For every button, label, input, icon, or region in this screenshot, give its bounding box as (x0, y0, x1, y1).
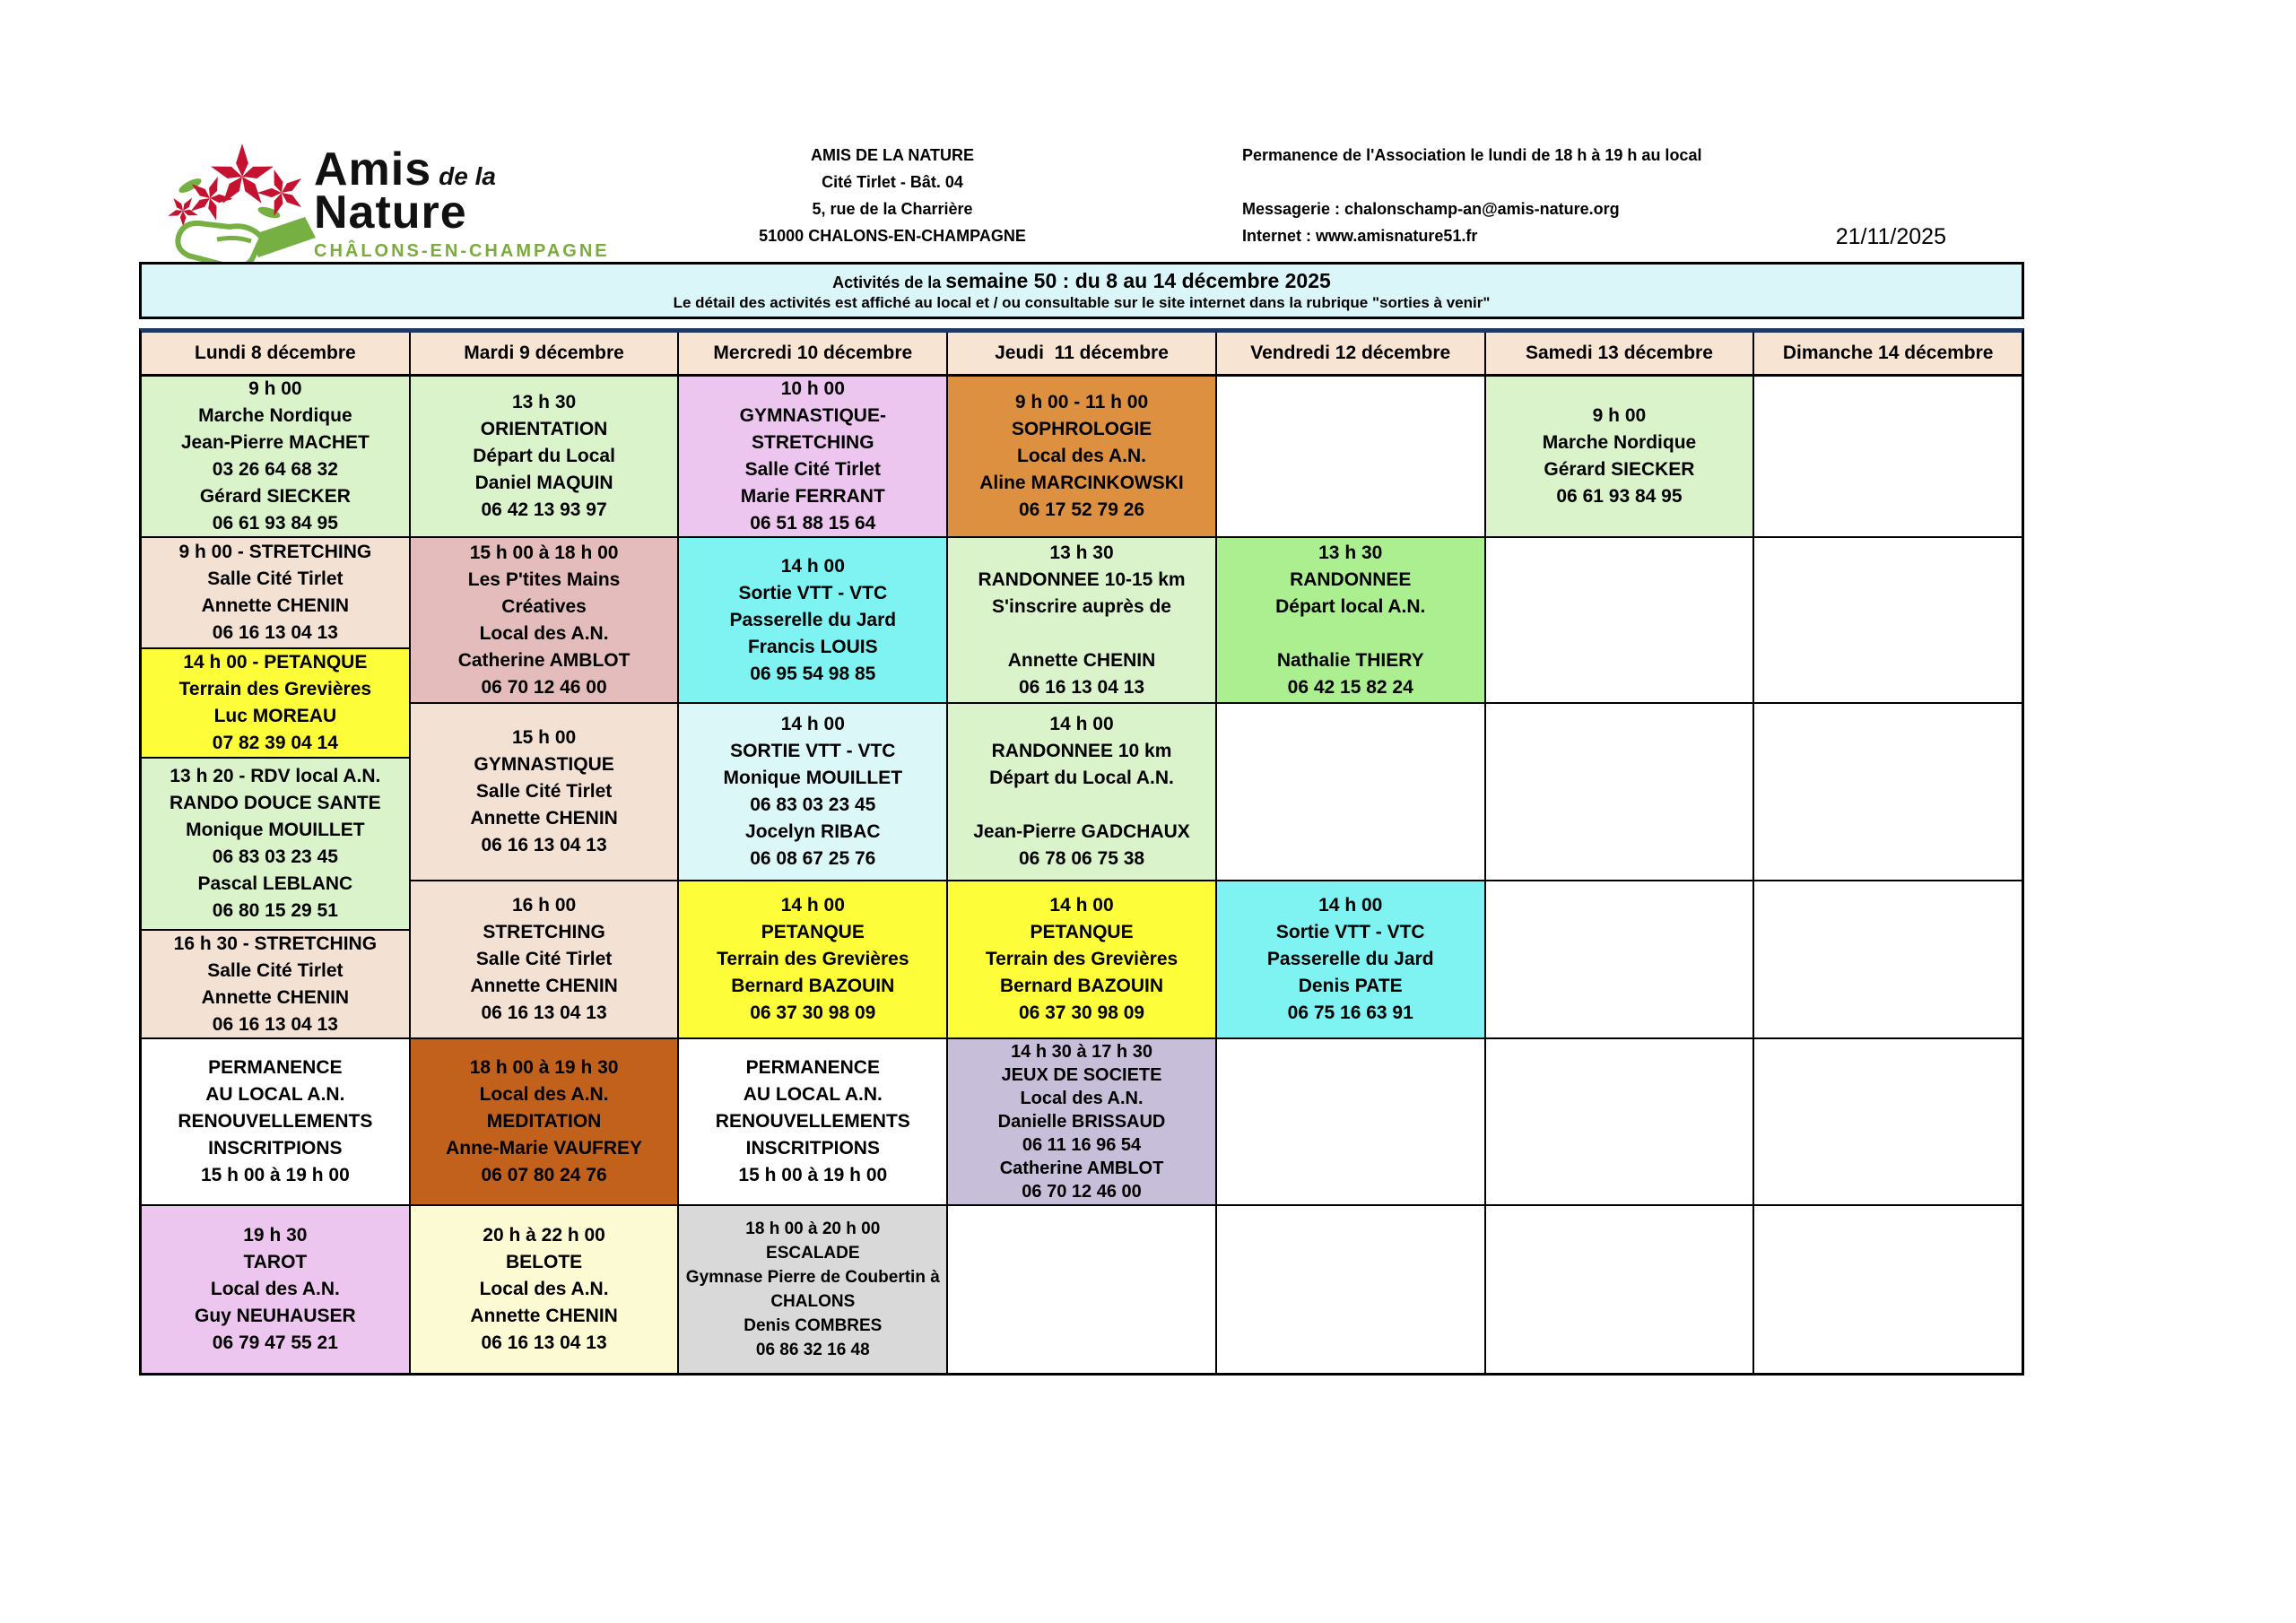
cell-empty (1217, 1206, 1484, 1373)
activity-text: 14 h 00 SORTIE VTT - VTC Monique MOUILLET 06 83 03 23 45 Jocelyn RIBAC 06 08 67 25 76 (723, 714, 903, 869)
day-column-7 (1754, 377, 2022, 1373)
cell-empty (1217, 704, 1484, 881)
text-line: Cité Tirlet - Bât. 04 (822, 173, 963, 191)
day-column-5 (1217, 377, 1486, 1373)
cell-randonnee-10-15km (948, 538, 1215, 704)
activity-text: 14 h 00 Sortie VTT - VTC Passerelle du Jard Denis PATE 06 75 16 63 91 (1266, 895, 1434, 1023)
activity-text: PERMANENCE AU LOCAL A.N. RENOUVELLEMENTS INSCRITPIONS 15 h 00 à 19 h 00 (178, 1057, 373, 1185)
cell-belote (411, 1206, 678, 1373)
logo-word-amis: Amis (314, 143, 432, 195)
day-header-4: Jeudi 11 décembre (948, 333, 1217, 374)
cell-empty (1754, 1206, 2022, 1373)
calendar-body (142, 377, 2022, 1373)
cell-empty (1754, 1039, 2022, 1206)
activity-text: 14 h 00 PETANQUE Terrain des Grevières Bernard BAZOUIN 06 37 30 98 09 (717, 895, 909, 1023)
cell-petanque-jeudi (948, 881, 1215, 1039)
cell-empty (1486, 538, 1753, 704)
activity-text: 13 h 30 RANDONNEE Départ local A.N. Nathalie THIERY 06 42 15 82 24 (1275, 542, 1426, 698)
cell-ptites-mains-creatives (411, 538, 678, 704)
document-date: 21/11/2025 (1835, 224, 1946, 249)
calendar-table (139, 328, 2024, 1376)
cell-tarot (142, 1206, 409, 1373)
day-header-5: Vendredi 12 décembre (1217, 333, 1486, 374)
cell-jeux-de-societe (948, 1039, 1215, 1206)
activity-text: 14 h 00 RANDONNEE 10 km Départ du Local A.N. Jean-Pierre GADCHAUX 06 78 06 75 38 (973, 714, 1190, 869)
text-line: AMIS DE LA NATURE (811, 146, 974, 164)
day-column-4 (948, 377, 1217, 1373)
activity-text: 9 h 00 - 11 h 00 SOPHROLOGIE Local des A.N. Aline MARCINKOWSKI 06 17 52 79 26 (979, 392, 1184, 520)
flowers-handshake-icon (163, 130, 320, 273)
text-line: 51000 CHALONS-EN-CHAMPAGNE (759, 227, 1026, 245)
week-banner (139, 262, 2024, 319)
activity-text: 14 h 30 à 17 h 30 JEUX DE SOCIETE Local des A.N. Danielle BRISSAUD 06 11 16 96 54 Catherine AMBLOT 06 70 12 46 00 (997, 1042, 1166, 1202)
activity-text: 20 h à 22 h 00 BELOTE Local des A.N. Annette CHENIN 06 16 13 04 13 (470, 1225, 618, 1353)
cell-randonnee-vendredi (1217, 538, 1484, 704)
activity-text: 13 h 30 RANDONNEE 10-15 km S'inscrire auprès de Annette CHENIN 06 16 13 04 13 (978, 542, 1186, 698)
cell-stretching-16h (411, 881, 678, 1039)
activity-text: 15 h 00 GYMNASTIQUE Salle Cité Tirlet Annette CHENIN 06 16 13 04 13 (470, 727, 618, 855)
logo-subtitle: CHÂLONS-EN-CHAMPAGNE (314, 241, 610, 261)
calendar-header-row (142, 333, 2022, 377)
text-line (1242, 169, 1924, 195)
cell-empty (1754, 704, 2022, 881)
activity-text: 14 h 00 - PETANQUE Terrain des Grevières Luc MOREAU 07 82 39 04 14 (178, 652, 372, 753)
cell-sortie-vtt-vendredi (1217, 881, 1484, 1039)
cell-petanque-lundi (142, 649, 409, 759)
cell-sophrologie (948, 377, 1215, 538)
cell-empty (1486, 1039, 1753, 1206)
day-header-3: Mercredi 10 décembre (679, 333, 948, 374)
activity-text: 18 h 00 à 20 h 00 ESCALADE Gymnase Pierre de Coubertin à CHALONS Denis COMBRES 06 86 32 16 48 (685, 1219, 940, 1359)
activity-text: 18 h 00 à 19 h 30 Local des A.N. MEDITATION Anne-Marie VAUFREY 06 07 80 24 76 (446, 1057, 643, 1185)
cell-marche-nordique-samedi (1486, 377, 1753, 538)
activity-text: 16 h 30 - STRETCHING Salle Cité Tirlet Annette CHENIN 06 16 13 04 13 (173, 933, 378, 1035)
association-logo (163, 130, 610, 273)
cell-randonnee-10km (948, 704, 1215, 881)
cell-empty (1486, 1206, 1753, 1373)
text-line: Internet : www.amisnature51.fr (1242, 227, 1478, 245)
text-line: Messagerie : chalonschamp-an@amis-nature.org (1242, 200, 1620, 218)
activity-text: 9 h 00 Marche Nordique Gérard SIECKER 06 61 93 84 95 (1542, 405, 1697, 507)
day-header-7: Dimanche 14 décembre (1782, 343, 1994, 363)
cell-marche-nordique-lundi (142, 377, 409, 538)
cell-empty (1486, 881, 1753, 1039)
cell-sortie-vtt-mercredi-1 (679, 538, 946, 704)
activity-text: 10 h 00 GYMNASTIQUE-STRETCHING Salle Cité Tirlet Marie FERRANT 06 51 88 15 64 (739, 378, 886, 534)
day-column-6 (1486, 377, 1755, 1373)
cell-escalade (679, 1206, 946, 1373)
cell-stretching-9h (142, 538, 409, 649)
activity-text: 19 h 30 TAROT Local des A.N. Guy NEUHAUSER 06 79 47 55 21 (195, 1225, 356, 1353)
logo-word-nature: Nature (314, 187, 467, 239)
cell-empty (1486, 704, 1753, 881)
activity-text: 9 h 00 - STRETCHING Salle Cité Tirlet Annette CHENIN 06 16 13 04 13 (178, 542, 372, 643)
cell-permanence-lundi (142, 1039, 409, 1206)
cell-permanence-mercredi (679, 1039, 946, 1206)
day-column-3 (679, 377, 948, 1373)
cell-empty (1754, 377, 2022, 538)
activity-text: 14 h 00 PETANQUE Terrain des Grevières Bernard BAZOUIN 06 37 30 98 09 (985, 895, 1178, 1023)
activity-text: 15 h 00 à 18 h 00 Les P'tites Mains Créatives Local des A.N. Catherine AMBLOT 06 70 12 46 00 (457, 542, 631, 698)
cell-sortie-vtt-mercredi-2 (679, 704, 946, 881)
text-line: Permanence de l'Association le lundi de 18 h à 19 h au local (1242, 146, 1702, 164)
text-line: 5, rue de la Charrière (812, 200, 973, 218)
cell-petanque-mercredi (679, 881, 946, 1039)
cell-gymnastique-stretching (679, 377, 946, 538)
day-column-1 (142, 377, 411, 1373)
cell-empty (1754, 881, 2022, 1039)
activity-text: 13 h 20 - RDV local A.N. RANDO DOUCE SANTE Monique MOUILLET 06 83 03 23 45 Pascal LEBLANC 06 80 15 29 51 (170, 766, 381, 921)
day-header-2: Mardi 9 décembre (411, 333, 680, 374)
cell-empty (1754, 538, 2022, 704)
cell-orientation (411, 377, 678, 538)
cell-empty (948, 1206, 1215, 1373)
week-banner-title: Activités de la semaine 50 : du 8 au 14 décembre 2025 (832, 269, 1331, 292)
cell-empty (1217, 377, 1484, 538)
activity-text: 13 h 30 ORIENTATION Départ du Local Daniel MAQUIN 06 42 13 93 97 (473, 392, 615, 520)
week-banner-subtitle: Le détail des activités est affiché au local et / ou consultable sur le site internet dans la rubrique "sorties à venir" (673, 294, 1491, 311)
cell-empty (1217, 1039, 1484, 1206)
cell-rando-douce-sante (142, 759, 409, 931)
day-header-1: Lundi 8 décembre (142, 333, 411, 374)
activity-text: 14 h 00 Sortie VTT - VTC Passerelle du Jard Francis LOUIS 06 95 54 98 85 (729, 555, 897, 684)
cell-stretching-16h30 (142, 931, 409, 1039)
activity-text: PERMANENCE AU LOCAL A.N. RENOUVELLEMENTS INSCRITPIONS 15 h 00 à 19 h 00 (715, 1057, 910, 1185)
day-header-6: Samedi 13 décembre (1486, 333, 1755, 374)
activity-text: 16 h 00 STRETCHING Salle Cité Tirlet Annette CHENIN 06 16 13 04 13 (470, 895, 618, 1023)
cell-meditation (411, 1039, 678, 1206)
cell-gymnastique-15h (411, 704, 678, 881)
org-address-block (753, 142, 1031, 249)
activity-text: 9 h 00 Marche Nordique Jean-Pierre MACHET 03 26 64 68 32 Gérard SIECKER 06 61 93 84 95 (180, 378, 370, 534)
day-column-2 (411, 377, 680, 1373)
logo-word-de-la: de la (439, 162, 496, 190)
